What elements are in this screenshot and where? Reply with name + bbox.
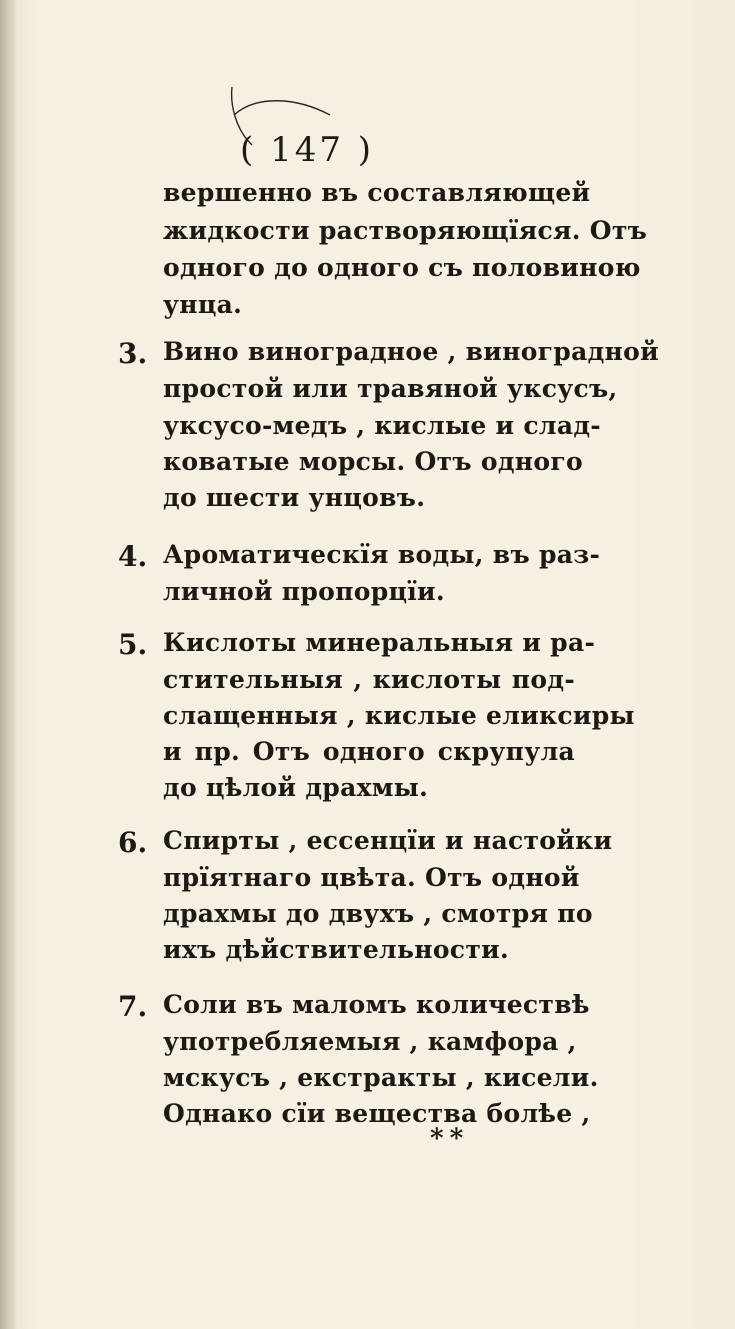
page-binding-shadow bbox=[0, 0, 18, 1329]
item-number: 5. bbox=[118, 628, 148, 661]
text-line: Спирты , ессенцїи и настойки bbox=[163, 826, 613, 855]
text-line: коватые морсы. Отъ одного bbox=[163, 447, 583, 476]
text-line: Кислоты минеральныя и ра- bbox=[163, 628, 596, 657]
text-line: ихъ дѣйствительности. bbox=[163, 935, 509, 964]
signature-mark: ** bbox=[430, 1124, 470, 1154]
page-number: ( 147 ) bbox=[240, 130, 375, 170]
item-number: 4. bbox=[118, 540, 148, 573]
text-line: слащенныя , кислые еликсиры bbox=[163, 701, 635, 730]
text-line: жидкости растворяющїяся. Отъ bbox=[163, 216, 648, 245]
text-line: драхмы до двухъ , смотря по bbox=[163, 899, 593, 928]
text-line: унца. bbox=[163, 290, 243, 319]
text-line: Однако сїи вещества болѣе , bbox=[163, 1099, 591, 1128]
text-line: до шести унцовъ. bbox=[163, 483, 426, 512]
text-line: Ароматическїя воды, въ раз- bbox=[163, 540, 601, 569]
item-number: 7. bbox=[118, 990, 148, 1023]
text-line: уксусо-медъ , кислые и слад- bbox=[163, 411, 601, 440]
text-line: простой или травяной уксусъ, bbox=[163, 374, 618, 403]
text-line: до цѣлой драхмы. bbox=[163, 773, 429, 802]
item-number: 6. bbox=[118, 826, 148, 859]
text-line: личной пропорцїи. bbox=[163, 577, 445, 606]
item-number: 3. bbox=[118, 337, 148, 370]
text-line: Вино виноградное , виноградной bbox=[163, 337, 659, 366]
text-line: прїятнаго цвѣта. Отъ одной bbox=[163, 863, 580, 892]
text-line: одного до одного съ половиною bbox=[163, 253, 641, 282]
text-line: Соли въ маломъ количествѣ bbox=[163, 990, 590, 1019]
text-line: мскусъ , екстракты , кисели. bbox=[163, 1063, 599, 1092]
text-line: и пр. Отъ одного скрупула bbox=[163, 737, 575, 766]
text-line: употребляемыя , камфора , bbox=[163, 1027, 577, 1056]
text-line: стительныя , кислоты под- bbox=[163, 665, 575, 694]
text-line: вершенно въ составляющей bbox=[163, 178, 591, 207]
